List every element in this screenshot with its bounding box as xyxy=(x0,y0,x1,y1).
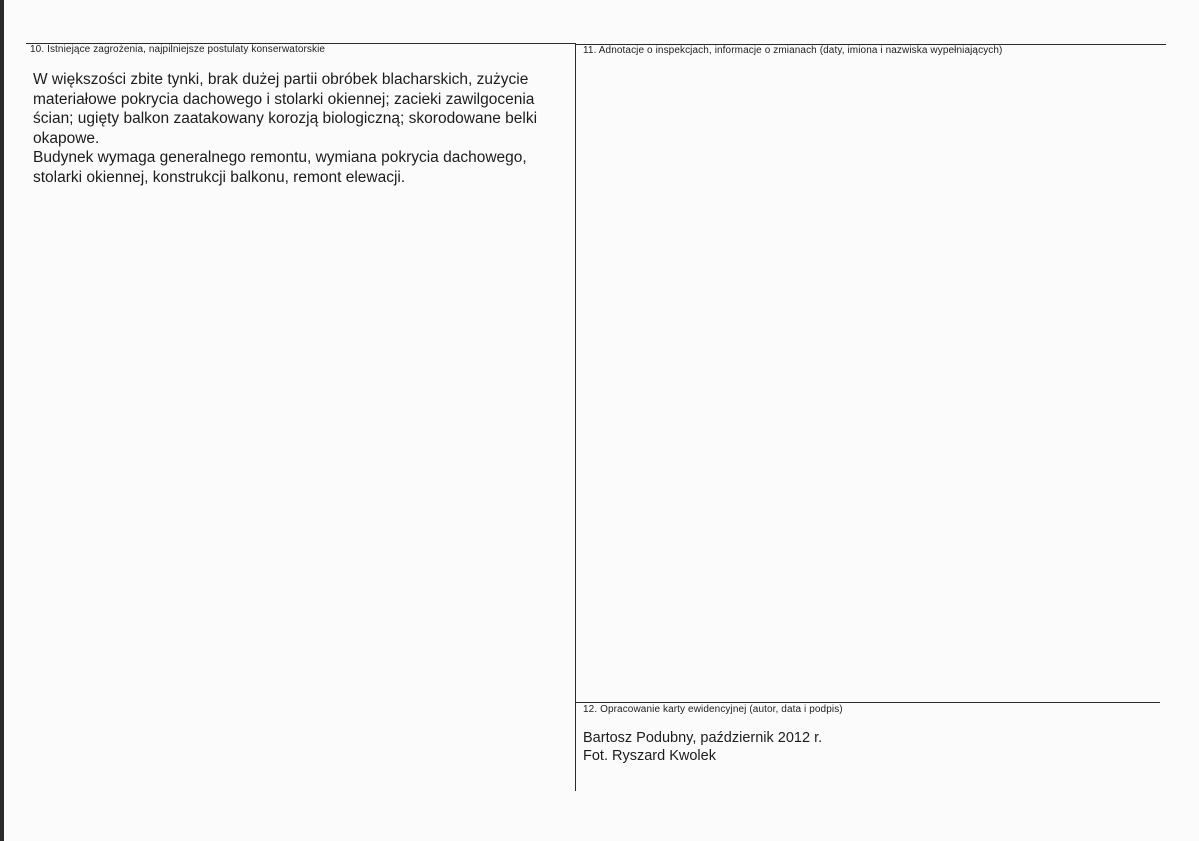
photo-credit-line: Fot. Ryszard Kwolek xyxy=(583,747,716,764)
section-10-paragraph-threats: W większości zbite tynki, brak dużej partii obróbek blacharskich, zużycie materiałowe pokrycia dachowego i stolarki okiennej; zacieki zawilgocenia ścian; ugięty balkon zaatakowany korozją biologiczną; skorodowane belki okapowe. xyxy=(33,71,538,147)
section-12-label: 12. Opracowanie karty ewidencyjnej (autor, data i podpis) xyxy=(583,704,843,715)
section-10-paragraph-postulates: Budynek wymaga generalnego remontu, wymiana pokrycia dachowego, stolarki okiennej, konstrukcji balkonu, remont elewacji. xyxy=(33,149,527,186)
section-12-top-rule xyxy=(576,702,1160,703)
column-divider xyxy=(575,43,576,791)
author-line: Bartosz Podubny, październik 2012 r. xyxy=(583,730,823,746)
section-11-label: 11. Adnotacje o inspekcjach, informacje o zmianach (daty, imiona i nazwiska wypełniających) xyxy=(583,45,1003,56)
record-card-page xyxy=(4,0,1199,841)
section-12-content xyxy=(583,730,822,765)
section-10-label: 10. Istniejące zagrożenia, najpilniejsze postulaty konserwatorskie xyxy=(30,44,326,55)
section-10-content xyxy=(33,70,553,188)
